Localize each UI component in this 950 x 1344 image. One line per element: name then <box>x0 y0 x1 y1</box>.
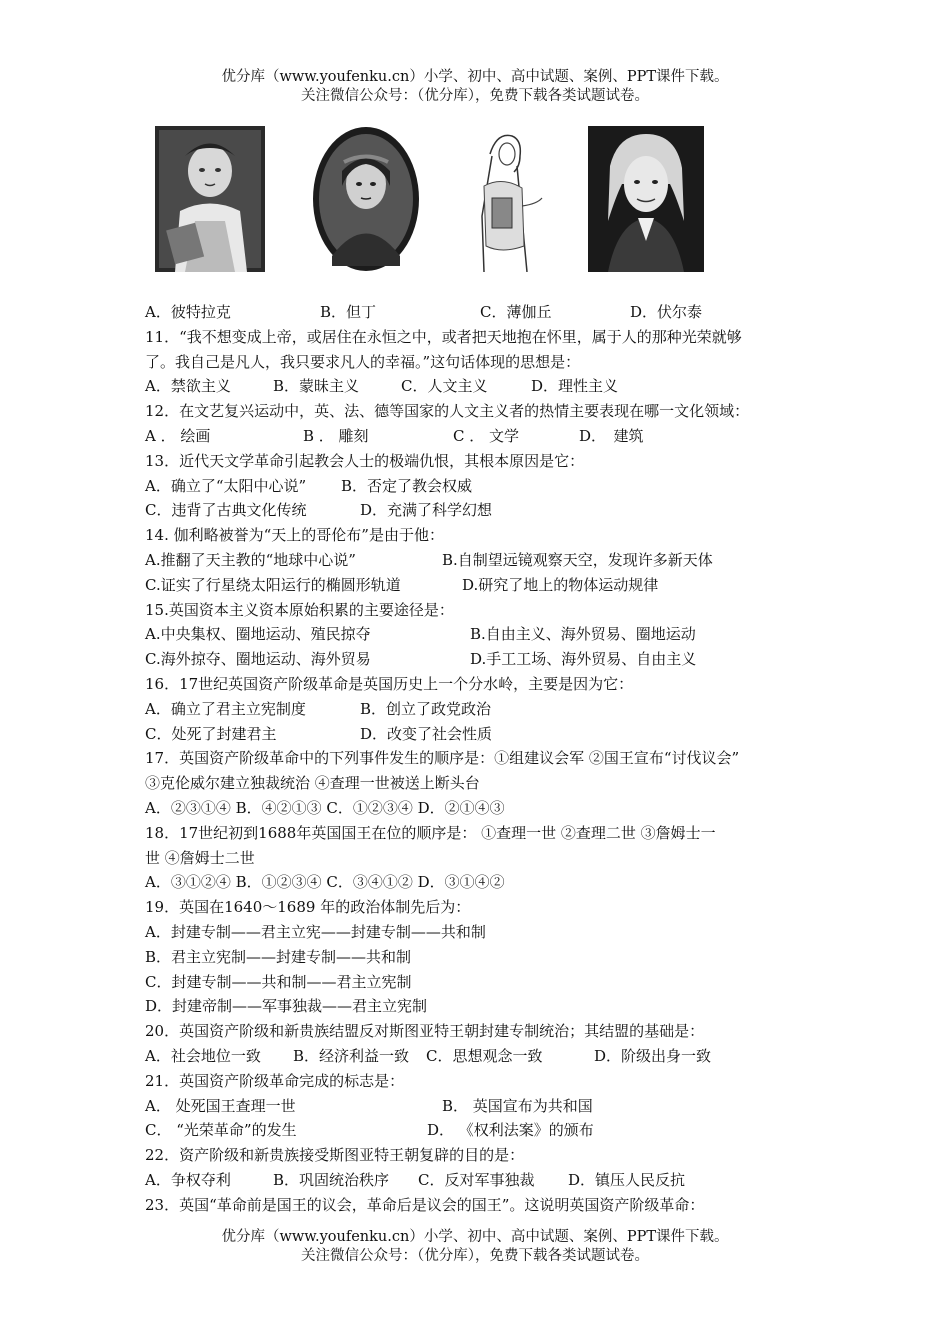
q15-stem: 15.英国资本主义资本原始积累的主要途径是： <box>145 600 454 619</box>
q20-stem: 20．英国资产阶级和新贵族结盟反对斯图亚特王朝封建专制统治；其结盟的基础是： <box>145 1022 705 1041</box>
q22-option-a: A．争权夺利 <box>145 1170 231 1189</box>
q20-option-b: B．经济利益一致 <box>293 1046 410 1065</box>
q16-option-c: C．处死了封建君主 <box>145 724 277 743</box>
q20-option-c: C．思想观念一致 <box>426 1046 543 1065</box>
q12-option-d: D． 建筑 <box>579 426 644 445</box>
q16-stem: 16．17世纪英国资产阶级革命是英国历史上一个分水岭，主要是因为它： <box>145 674 634 693</box>
q13-option-d: D．充满了科学幻想 <box>360 501 493 520</box>
q16-option-b: B．创立了政党政治 <box>360 699 492 718</box>
q22-option-c: C．反对军事独裁 <box>418 1170 535 1189</box>
q17-stem-2: ③克伦威尔建立独裁统治 ④查理一世被送上断头台 <box>145 774 480 793</box>
q14-stem: 14. 伽利略被誉为“天上的哥伦布”是由于他： <box>145 526 444 545</box>
portrait-voltaire-image <box>588 126 704 272</box>
q17-stem-1: 17．英国资产阶级革命中的下列事件发生的顺序是：①组建议会军 ②国王宣布“讨伐议会” <box>145 749 740 768</box>
q11-option-d: D．理性主义 <box>531 377 619 396</box>
q20-option-d: D．阶级出身一致 <box>594 1046 712 1065</box>
q14-option-a: A.推翻了天主教的“地球中心说” <box>145 550 356 569</box>
q11-stem-2: 了。我自己是凡人，我只要求凡人的幸福。”这句话体现的思想是： <box>145 352 581 371</box>
q21-option-a: A． 处死国王查理一世 <box>145 1096 296 1115</box>
q11-option-c: C．人文主义 <box>401 377 488 396</box>
q10-option-d: D．伏尔泰 <box>630 303 703 321</box>
q13-option-a: A．确立了“太阳中心说” <box>145 476 307 495</box>
q14-options-row-1 <box>145 548 815 573</box>
q15-option-c: C.海外掠夺、圈地运动、海外贸易 <box>145 650 371 669</box>
q10-option-a: A．彼特拉克 <box>145 303 231 321</box>
q18-stem-1: 18．17世纪初到1688年英国国王在位的顺序是： ①查理一世 ②查理二世 ③詹姆士一 <box>145 823 716 842</box>
q14-option-b: B.自制望远镜观察天空，发现许多新天体 <box>442 550 713 569</box>
question-list <box>145 300 815 1217</box>
q16-options-row-2 <box>145 722 815 747</box>
q21-option-d: D． 《权利法案》的颁布 <box>427 1121 594 1140</box>
page-header <box>0 68 950 106</box>
portrait-dante-image <box>312 126 420 272</box>
header-line-2: 关注微信公众号：（优分库），免费下载各类试题试卷。 <box>301 88 649 104</box>
q16-options-row-1 <box>145 697 815 722</box>
q11-options <box>145 374 815 399</box>
q13-options-row-2 <box>145 498 815 523</box>
q11-option-a: A．禁欲主义 <box>145 377 231 396</box>
q10-options <box>145 300 815 325</box>
q22-stem: 22．资产阶级和新贵族接受斯图亚特王朝复辟的目的是： <box>145 1146 525 1165</box>
q14-option-c: C.证实了行星绕太阳运行的椭圆形轨道 <box>145 575 401 594</box>
footer-line-1: 优分库（www.youfenku.cn）小学、初中、高中试题、案例、PPT课件下载。 <box>221 1229 729 1245</box>
footer-line-2: 关注微信公众号：（优分库），免费下载各类试题试卷。 <box>301 1248 649 1264</box>
q20-option-a: A．社会地位一致 <box>145 1046 261 1065</box>
q16-option-d: D．改变了社会性质 <box>360 724 493 743</box>
q16-option-a: A．确立了君主立宪制度 <box>145 699 306 718</box>
header-line-1: 优分库（www.youfenku.cn）小学、初中、高中试题、案例、PPT课件下载。 <box>221 69 729 85</box>
q12-option-c: C ． 文学 <box>453 426 520 445</box>
q13-stem: 13．近代天文学革命引起教会人士的极端仇恨，其根本原因是它： <box>145 451 585 470</box>
q21-option-b: B． 英国宣布为共和国 <box>442 1096 593 1115</box>
q21-option-c: C． “光荣革命”的发生 <box>145 1121 297 1140</box>
q12-options <box>145 424 815 449</box>
q19-option-c: C．封建专制——共和制——君主立宪制 <box>145 972 412 991</box>
q13-option-c: C．违背了古典文化传统 <box>145 501 307 520</box>
q18-stem-2: 世 ④詹姆士二世 <box>145 848 255 867</box>
q22-options <box>145 1168 815 1193</box>
page-footer <box>0 1228 950 1266</box>
q11-stem-1: 11．“我不想变成上帝，或居住在永恒之中，或者把天地抱在怀里，属于人的那种光荣就够 <box>145 327 742 346</box>
q21-stem: 21．英国资产阶级革命完成的标志是： <box>145 1071 405 1090</box>
q19-option-a: A．封建专制——君主立宪——封建专制——共和制 <box>145 922 486 941</box>
portrait-boccaccio-image <box>462 126 552 272</box>
q14-option-d: D.研究了地上的物体运动规律 <box>462 575 659 594</box>
q21-options-row-2 <box>145 1118 815 1143</box>
q18-options: A．③①②④ B．①②③④ C．③④①② D．③①④② <box>145 873 505 892</box>
q12-stem: 12．在文艺复兴运动中，英、法、德等国家的人文主义者的热情主要表现在哪一文化领域： <box>145 402 750 421</box>
q20-options <box>145 1044 815 1069</box>
q15-option-a: A.中央集权、圈地运动、殖民掠夺 <box>145 625 371 644</box>
q19-option-d: D．封建帝制——军事独裁——君主立宪制 <box>145 997 428 1016</box>
q19-stem: 19．英国在1640～1689 年的政治体制先后为： <box>145 898 471 917</box>
q12-option-b: B ． 雕刻 <box>303 426 369 445</box>
q10-option-c: C．薄伽丘 <box>480 303 552 321</box>
q19-option-b: B．君主立宪制——封建专制——共和制 <box>145 947 412 966</box>
q15-options-row-1 <box>145 622 815 647</box>
q10-option-b: B．但丁 <box>320 303 377 321</box>
q15-option-b: B.自由主义、海外贸易、圈地运动 <box>470 625 696 644</box>
q13-option-b: B．否定了教会权威 <box>341 476 473 495</box>
q13-options-row-1 <box>145 474 815 499</box>
q12-option-a: A ． 绘画 <box>145 426 211 445</box>
q21-options-row-1 <box>145 1094 815 1119</box>
q15-option-d: D.手工工场、海外贸易、自由主义 <box>470 650 697 669</box>
q17-options: A．②③①④ B．④②①③ C．①②③④ D．②①④③ <box>145 798 505 817</box>
portrait-row <box>0 126 950 276</box>
portrait-petrarch-image <box>155 126 265 272</box>
q14-options-row-2 <box>145 573 815 598</box>
q15-options-row-2 <box>145 647 815 672</box>
q11-option-b: B．蒙昧主义 <box>273 377 360 396</box>
q22-option-b: B．巩固统治秩序 <box>273 1170 390 1189</box>
q23-stem: 23．英国“革命前是国王的议会，革命后是议会的国王”。这说明英国资产阶级革命： <box>145 1195 705 1214</box>
q22-option-d: D．镇压人民反抗 <box>568 1170 686 1189</box>
